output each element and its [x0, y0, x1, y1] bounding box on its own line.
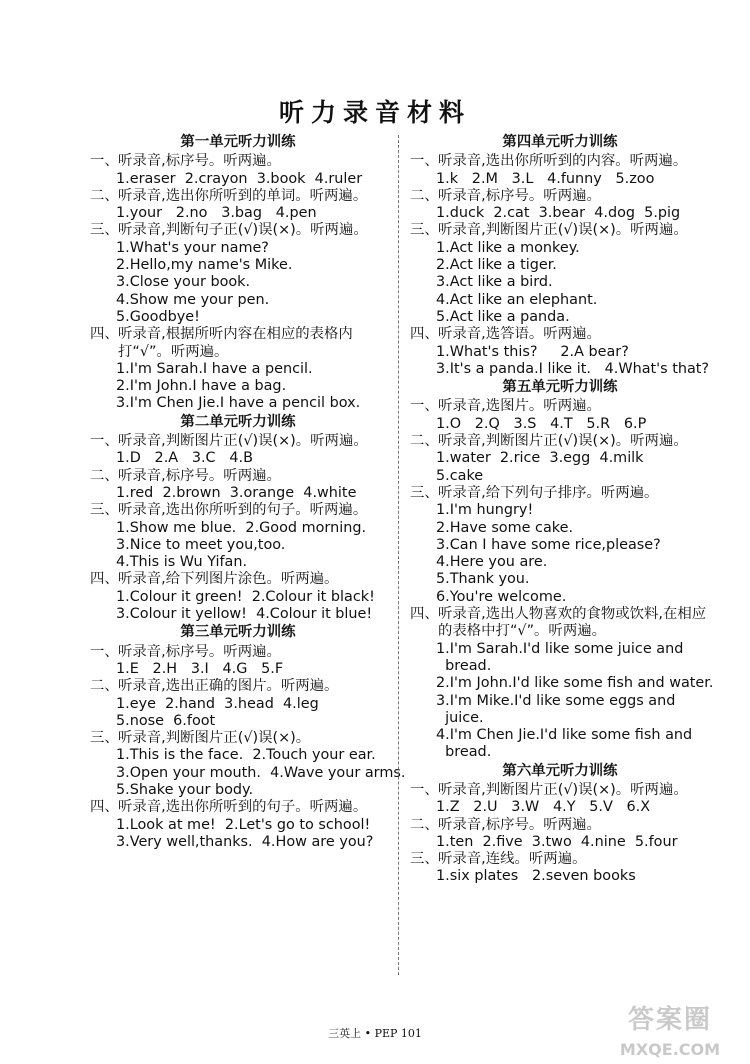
answer-line: 1.Look at me! 2.Let's go to school! [116, 816, 371, 833]
answer-line: 5.nose 6.foot [116, 712, 216, 729]
question [90, 644, 386, 679]
answer-line: bread. [436, 744, 492, 761]
question-text [90, 433, 386, 450]
question [90, 799, 386, 851]
question-number: 三、 [90, 730, 119, 747]
question-number: 四、 [90, 571, 119, 588]
question-number: 二、 [90, 187, 119, 204]
question [410, 485, 710, 606]
answer-line: 6.You're welcome. [436, 588, 567, 605]
question [410, 326, 710, 378]
question-number: 四、 [90, 326, 119, 343]
answer-line: 5.cake [436, 467, 484, 484]
unit-heading: 第三单元听力训练 [180, 624, 296, 641]
answer-line: 3.I'm Chen Jie.I have a pencil box. [116, 395, 361, 412]
unit-heading: 第二单元听力训练 [180, 413, 296, 430]
answer-line: 2.I'm John.I'd like some fish and water. [436, 675, 714, 692]
question-instruction: 听录音,判断图片正(√)误(×)。听两遍。 [438, 222, 688, 239]
question-number: 一、 [90, 153, 119, 170]
question-number: 三、 [410, 484, 439, 501]
answer-line: 4.This is Wu Yifan. [116, 554, 248, 571]
question-text [410, 433, 710, 450]
question-instruction: 听录音,标序号。听两遍。 [118, 153, 281, 170]
question-number: 一、 [410, 781, 439, 798]
answer-line: 1.This is the face. 2.Touch your ear. [116, 747, 376, 764]
question-number: 二、 [90, 467, 119, 484]
question [90, 222, 386, 326]
answer-line: 1.ten 2.five 3.two 4.nine 5.four [436, 833, 678, 850]
question-instruction: 听录音,判断句子正(√)误(×)。听两遍。 [118, 222, 368, 239]
question-number: 一、 [410, 153, 439, 170]
question-instruction: 听录音,判断图片正(√)误(×)。听两遍。 [438, 433, 688, 450]
question-instruction: 听录音,判断图片正(√)误(×)。 [118, 730, 311, 747]
question-instruction: 听录音,选出正确的图片。听两遍。 [118, 678, 339, 695]
question-number: 一、 [410, 398, 439, 415]
answer-line: 1.I'm hungry! [436, 502, 534, 519]
answer-line: 1.water 2.rice 3.egg 4.milk [436, 450, 644, 467]
question [90, 188, 386, 223]
question-instruction: 听录音,给下列图片涂色。听两遍。 [118, 571, 339, 588]
question-number: 四、 [410, 606, 439, 623]
question-instruction: 听录音,选答语。听两遍。 [438, 326, 601, 343]
question-instruction: 听录音,标序号。听两遍。 [118, 643, 281, 660]
answer-line: 3.Colour it yellow! 4.Colour it blue! [116, 606, 373, 623]
question-number: 一、 [90, 433, 119, 450]
answer-line: 5.Thank you. [436, 571, 530, 588]
question-text [410, 485, 710, 502]
answer-line: 3.Act like a bird. [436, 274, 553, 291]
question-instruction: 听录音,选出你所听到的单词。听两遍。 [118, 187, 368, 204]
answer-line: 3.It's a panda.I like it. 4.What's that? [436, 360, 710, 377]
question-text [410, 606, 710, 641]
question-text [90, 644, 386, 661]
question [90, 468, 386, 503]
answer-line: 1.k 2.M 3.L 4.funny 5.zoo [436, 170, 655, 187]
unit-heading: 第四单元听力训练 [502, 134, 618, 150]
watermark-logo [590, 1000, 750, 1064]
answer-line: 1.O 2.Q 3.S 4.T 5.R 6.P [436, 415, 647, 432]
answer-line: 1.duck 2.cat 3.bear 4.dog 5.pig [436, 205, 681, 222]
unit-heading: 第一单元听力训练 [180, 134, 296, 150]
question-text [90, 730, 386, 747]
answer-line: 1.E 2.H 3.I 4.G 5.F [116, 660, 284, 677]
answer-line: 2.Hello,my name's Mike. [116, 257, 293, 274]
question [90, 326, 386, 412]
answer-line: 1.eye 2.hand 3.head 4.leg [116, 695, 319, 712]
question-text [90, 468, 386, 485]
question-number: 三、 [410, 222, 439, 239]
answer-line: 2.I'm John.I have a bag. [116, 378, 287, 395]
answer-line: 2.Act like a tiger. [436, 257, 557, 274]
answer-line: 1.D 2.A 3.C 4.B [116, 450, 253, 467]
answer-line: 4.Act like an elephant. [436, 291, 598, 308]
question [410, 433, 710, 485]
page-title: 听力录音材料 [278, 98, 471, 127]
question [90, 571, 386, 623]
question-text [410, 817, 710, 834]
question-text [90, 326, 386, 361]
question-instruction: 听录音,标序号。听两遍。 [118, 467, 281, 484]
question-text [90, 571, 386, 588]
answer-line: 4.I'm Chen Jie.I'd like some fish and [436, 727, 693, 744]
question [410, 606, 714, 762]
question-instruction: 听录音,根据所听内容在相应的表格内打“√”。听两遍。 [118, 326, 353, 360]
answer-line: 1.eraser 2.crayon 3.book 4.ruler [116, 170, 363, 187]
answer-line: 1.What's this? 2.A bear? [436, 343, 629, 360]
column-divider [398, 135, 399, 975]
question-text [90, 188, 386, 205]
answer-line: 3.Nice to meet you,too. [116, 536, 286, 553]
question-instruction: 听录音,判断图片正(√)误(×)。听两遍。 [118, 433, 368, 450]
question-text [90, 799, 386, 816]
question-text [410, 188, 710, 205]
question-number: 三、 [90, 222, 119, 239]
question [410, 222, 710, 326]
answer-line: 1.What's your name? [116, 239, 269, 256]
question-instruction: 听录音,选出你所听到的句子。听两遍。 [118, 799, 368, 816]
question-text [410, 222, 710, 239]
answer-line: 3.Very well,thanks. 4.How are you? [116, 833, 374, 850]
left-column [90, 133, 406, 851]
question-text [410, 398, 710, 415]
question-text [410, 153, 710, 170]
answer-line: 3.Open your mouth. 4.Wave your arms. [116, 764, 406, 781]
answer-line: 4.Here you are. [436, 554, 548, 571]
answer-line: 4.Show me your pen. [116, 291, 270, 308]
question-instruction: 听录音,判断图片正(√)误(×)。听两遍。 [438, 781, 688, 798]
answer-line: 1.your 2.no 3.bag 4.pen [116, 205, 317, 222]
question-text [90, 502, 386, 519]
question-text [410, 326, 710, 343]
question [410, 782, 710, 817]
question [90, 678, 386, 730]
question-text [90, 153, 386, 170]
question-instruction: 听录音,标序号。听两遍。 [438, 816, 601, 833]
question-number: 三、 [90, 502, 119, 519]
answer-line: 5.Goodbye! [116, 308, 200, 325]
watermark-url: MXQE.COM [619, 1040, 721, 1059]
question-instruction: 听录音,选图片。听两遍。 [438, 398, 601, 415]
question-number: 四、 [410, 326, 439, 343]
question [90, 153, 386, 188]
answer-line: 3.I'm Mike.I'd like some eggs and [436, 692, 676, 709]
page-footer: 三英上 • PEP 101 [328, 1027, 422, 1040]
unit-heading: 第六单元听力训练 [502, 762, 618, 779]
question [410, 153, 710, 188]
question [90, 502, 386, 571]
question-number: 一、 [90, 643, 119, 660]
answer-line: 1.Colour it green! 2.Colour it black! [116, 588, 375, 605]
answer-line: 1.I'm Sarah.I have a pencil. [116, 360, 313, 377]
question-instruction: 听录音,选出人物喜欢的食物或饮料,在相应的表格中打“√”。听两遍。 [438, 606, 707, 640]
answer-line: bread. [436, 657, 492, 674]
answer-line: 1.I'm Sarah.I'd like some juice and [436, 640, 684, 657]
question-number: 四、 [90, 799, 119, 816]
question [90, 730, 406, 799]
answer-line: 3.Close your book. [116, 274, 251, 291]
question-number: 二、 [410, 433, 439, 450]
right-column [410, 133, 714, 886]
answer-line: 2.Have some cake. [436, 519, 574, 536]
question-text [90, 678, 386, 695]
question-instruction: 听录音,连线。听两遍。 [438, 851, 587, 868]
question [410, 851, 710, 886]
question-number: 三、 [410, 851, 439, 868]
unit-heading: 第五单元听力训练 [502, 379, 618, 396]
question [410, 398, 710, 433]
question-text [410, 851, 710, 868]
question-text [410, 782, 710, 799]
question-number: 二、 [410, 816, 439, 833]
answer-line: 5.Act like a panda. [436, 308, 570, 325]
answer-line: 1.Z 2.U 3.W 4.Y 5.V 6.X [436, 799, 651, 816]
answer-line: 1.six plates 2.seven books [436, 868, 636, 885]
answer-line: 1.red 2.brown 3.orange 4.white [116, 484, 357, 501]
question [410, 817, 710, 852]
question-instruction: 听录音,选出你所听到的句子。听两遍。 [118, 502, 368, 519]
answer-line: 5.Shake your body. [116, 781, 254, 798]
answer-line: 1.Act like a monkey. [436, 239, 580, 256]
question-text [90, 222, 386, 239]
answer-line: juice. [436, 709, 484, 726]
answer-line: 1.Show me blue. 2.Good morning. [116, 519, 367, 536]
question-instruction: 听录音,标序号。听两遍。 [438, 187, 601, 204]
watermark-text: 答案圈 [627, 1005, 712, 1035]
question [410, 188, 710, 223]
question [90, 433, 386, 468]
answer-line: 3.Can I have some rice,please? [436, 536, 661, 553]
question-number: 二、 [90, 678, 119, 695]
question-instruction: 听录音,选出你所听到的内容。听两遍。 [438, 153, 688, 170]
question-instruction: 听录音,给下列句子排序。听两遍。 [438, 484, 659, 501]
question-number: 二、 [410, 187, 439, 204]
